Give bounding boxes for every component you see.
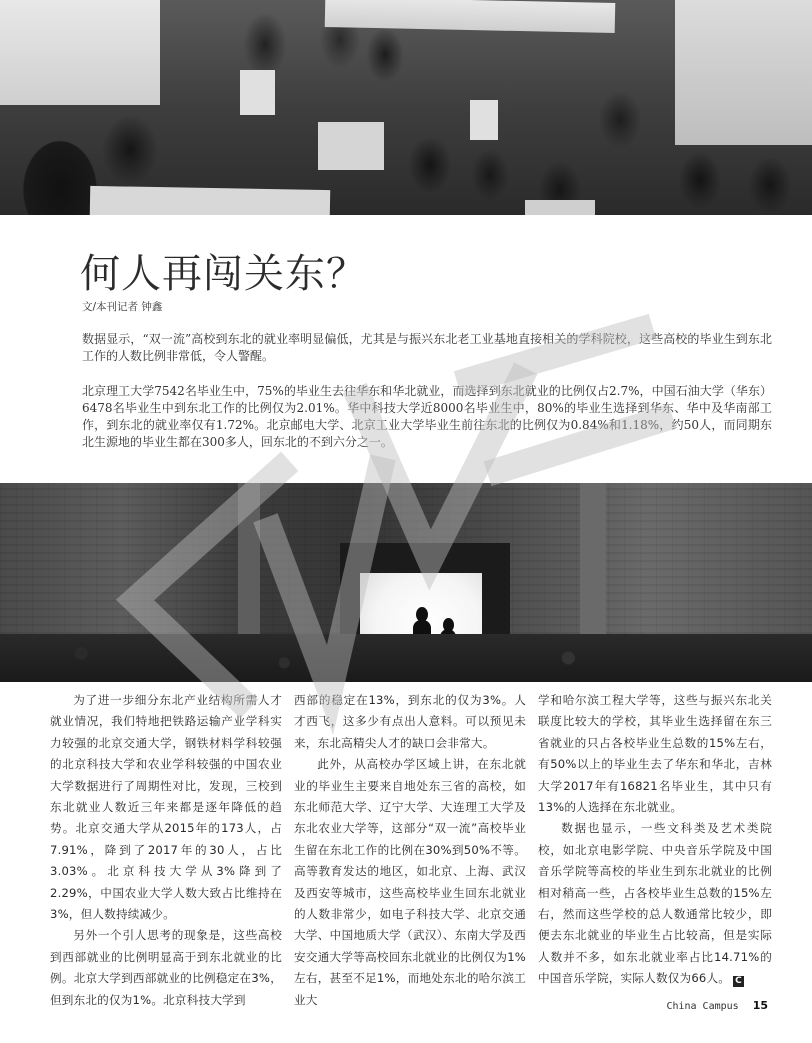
table-edge (90, 186, 330, 215)
body-column-1 (50, 690, 282, 1011)
magazine-name: China Campus (666, 1001, 739, 1012)
body-paragraph: 西部的稳定在13%，到东北的仅为3%。人才西飞，这多少有点出人意料。可以预见未来，东北高精尖人才的缺口会非常大。 (294, 693, 526, 750)
resume-paper (318, 122, 384, 170)
lead-paragraph-2: 北京理工大学7542名毕业生中，75%的毕业生去往华东和华北就业，而选择到东北就业的比例仅占2.7%，中国石油大学（华东）6478名毕业生中到东北工作的比例仅为2.01%。华中科技大学近8000名毕业生中，80%的毕业生选择到华东、华中及华南部工作，到东北的就业率仅有1.72%。北京邮电大学、北京工业大学毕业生前往东北的比例仅为0.84%和1.18%，约50人，而同期东北生源地的毕业生都在300多人，回东北的不到六分之一。 (82, 384, 772, 449)
article-title: 何人再闯关东？ (80, 251, 367, 297)
rubble-ground (0, 634, 812, 682)
recruitment-poster (675, 0, 812, 145)
body-paragraph: 学和哈尔滨工程大学等，这些与振兴东北关联度比较大的学校，其毕业生选择留在东三省就业的只占各校毕业生总数的15%左右，有50%以上的毕业生去了华东和华北，吉林大学2017年有16821名毕业生，其中只有13%的人选择在东北就业。 (538, 693, 772, 815)
poster-board (0, 0, 160, 105)
pillar (238, 483, 260, 653)
resume-paper (525, 200, 595, 215)
body-paragraph-last (538, 818, 772, 989)
page-footer (666, 999, 768, 1012)
body-paragraph: 为了进一步细分东北产业结构所需人才就业情况，我们特地把铁路运输产业学科实力较强的北京交通大学，钢铁材料学科较强的北京科技大学和农业学科较强的中国农业大学数据进行了周期性对比，发现，三校到东北就业人数近三年来都是逐年降低的趋势。北京交通大学从2015年的173人，占7.91%，降到了2017年的30人，占比3.03%。北京科技大学从3%降到了2.29%，中国农业大学人数大致占比维持在3%，但人数持续减少。 (50, 693, 282, 922)
byline: 文/本刊记者 钟鑫 (82, 301, 163, 313)
banner (325, 0, 616, 33)
resume-paper (470, 100, 498, 140)
page-number: 15 (752, 999, 768, 1012)
end-mark-icon: C (733, 976, 744, 987)
body-paragraph: 另外一个引人思考的现象是，这些高校到西部就业的比例明显高于到东北就业的比例。北京大学到西部就业的比例稳定在3%，但到东北的仅为1%。北京科技大学到 (50, 928, 282, 1007)
body-column-3 (538, 690, 772, 990)
abandoned-building-photo (0, 483, 812, 682)
job-fair-photo (0, 0, 812, 215)
resume-paper (240, 70, 275, 115)
body-column-2 (294, 690, 526, 1011)
pillar (580, 483, 606, 653)
lead-paragraph-1: 数据显示，“双一流”高校到东北的就业率明显偏低，尤其是与振兴东北老工业基地直接相关的学科院校，这些高校的毕业生到东北工作的人数比例非常低，令人警醒。 (82, 332, 772, 363)
body-paragraph-text: 数据也显示，一些文科类及艺术类院校，如北京电影学院、中央音乐学院及中国音乐学院等高校的毕业生到东北就业的比例相对稍高一些，占各校毕业生总数的15%左右，然而这些学校的总人数通常比较少，即便去东北就业的毕业生占比较高，但是实际人数并不多，如东北就业率占比14.71%的中国音乐学院，实际人数仅为66人。 (538, 821, 772, 986)
body-paragraph: 此外，从高校办学区域上讲，在东北就业的毕业生主要来自地处东三省的高校，如东北师范大学、辽宁大学、大连理工大学及东北农业大学等，这部分“双一流”高校毕业生留在东北工作的比例在30%到50%不等。高等教育发达的地区，如北京、上海、武汉及西安等城市，这些高校毕业生回东北就业的人数非常少，如电子科技大学、北京交通大学、中国地质大学（武汉）、东南大学及西安交通大学等高校回东北就业的比例仅为1%左右，甚至不足1%，而地处东北的哈尔滨工业大 (294, 757, 526, 1007)
